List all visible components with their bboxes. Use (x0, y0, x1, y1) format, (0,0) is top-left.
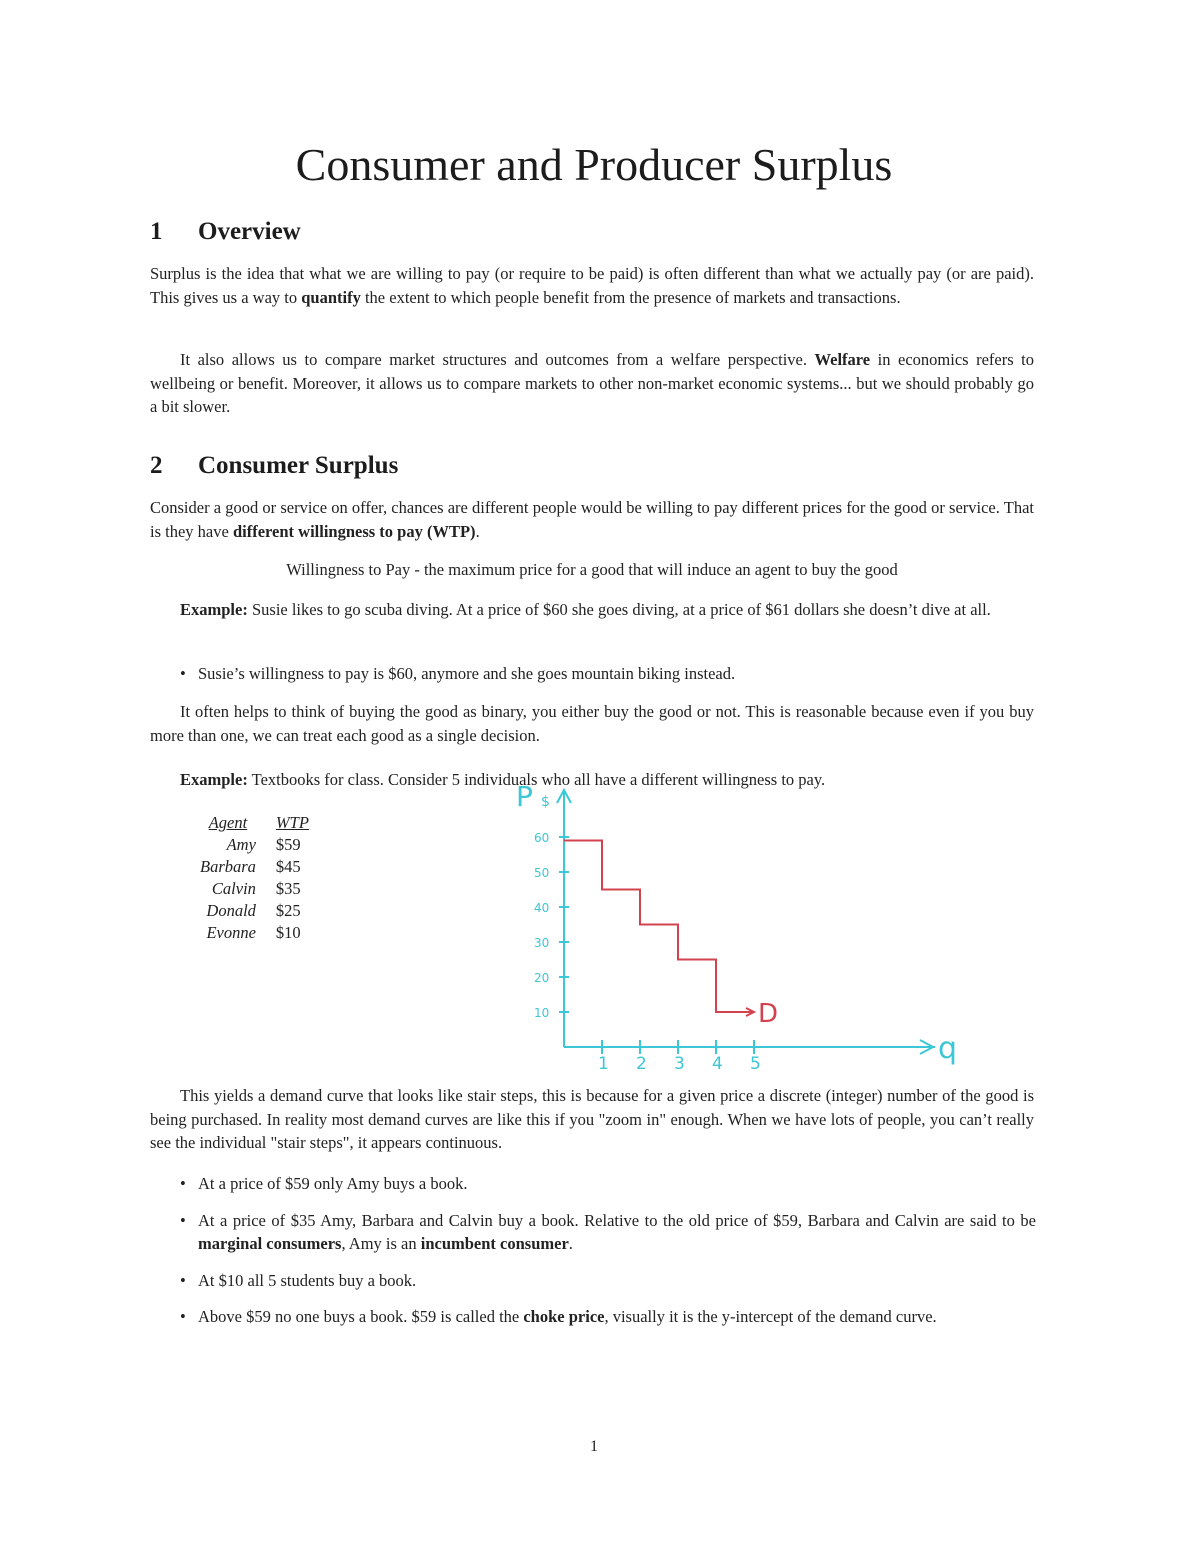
table-header-wtp: WTP (275, 813, 309, 832)
x-tick-label: 1 (598, 1054, 609, 1074)
x-tick-label: 2 (636, 1054, 647, 1074)
y-tick-label: 30 (534, 936, 550, 950)
y-tick-label: 60 (534, 831, 550, 845)
section-title: Overview (198, 218, 301, 245)
example-scuba: Example: Susie likes to go scuba diving. At a price of $60 she goes diving, at a price of $61 dollars she doesn’t dive at all. (180, 600, 991, 619)
y-tick-label: 10 (534, 1006, 550, 1020)
table-row: Amy $59 (226, 835, 301, 854)
list-item: • At $10 all 5 students buy a book. (180, 1269, 1036, 1293)
x-tick-label: 4 (712, 1054, 723, 1074)
demand-curve-label: D (758, 999, 779, 1029)
page-title: Consumer and Producer Surplus (295, 139, 893, 190)
example-textbooks: Example: Textbooks for class. Consider 5 individuals who all have a different willingness to pay. (180, 770, 826, 789)
table-header-agent: Agent (208, 813, 248, 832)
table-row: Donald $25 (206, 901, 301, 920)
list-item: • At a price of $35 Amy, Barbara and Calvin buy a book. Relative to the old price of $59, Barbara and Calvin are said to be marginal consumers, Amy is an incumbent consumer. (180, 1209, 1036, 1256)
demand-curve (564, 841, 754, 1013)
overview-paragraph-1: Surplus is the idea that what we are willing to pay (or require to be paid) is often different than what we actually pay (or are paid). This gives us a way to quantify the extent to which people benefit from the presence of markets and transactions. (150, 264, 1034, 307)
page-number: 1 (590, 1438, 598, 1455)
y-tick-label: 20 (534, 971, 550, 985)
y-tick-label: 50 (534, 866, 550, 880)
bullet-list-prices (180, 1172, 1036, 1342)
x-axis-label: q (938, 1031, 958, 1066)
y-axis-unit-label: $ (541, 794, 550, 810)
y-axis-label: P (516, 780, 533, 813)
section-title: Consumer Surplus (198, 452, 399, 479)
list-item: • At a price of $59 only Amy buys a book. (180, 1172, 1036, 1196)
table-row: Barbara $45 (200, 857, 301, 876)
wtp-definition: Willingness to Pay - the maximum price for a good that will induce an agent to buy the good (286, 560, 898, 579)
x-tick-label: 3 (674, 1054, 685, 1074)
y-tick-label: 40 (534, 901, 550, 915)
binary-paragraph: It often helps to think of buying the good as binary, you either buy the good or not. This is reasonable because even if you buy more than one, we can treat each good as a single decision. (150, 702, 1034, 745)
section-number: 2 (150, 452, 163, 479)
list-item: • Susie’s willingness to pay is $60, anymore and she goes mountain biking instead. (180, 662, 1036, 686)
table-row: Evonne $10 (206, 923, 301, 942)
stair-steps-paragraph: This yields a demand curve that looks like stair steps, this is because for a given price a discrete (integer) number of the good is being purchased. In reality most demand curves are like this if you "zoom in" enough. When we have lots of people, you can’t really see the individual "stair steps", it appears continuous. (150, 1086, 1034, 1152)
list-item: • Above $59 no one buys a book. $59 is called the choke price, visually it is the y-intercept of the demand curve. (180, 1305, 1036, 1329)
consumer-surplus-paragraph-1: Consider a good or service on offer, chances are different people would be willing to pay different prices for the good or service. That is they have different willingness to pay (WTP). (150, 498, 1034, 541)
section-number: 1 (150, 218, 163, 245)
table-row: Calvin $35 (211, 879, 301, 898)
x-tick-label: 5 (750, 1054, 761, 1074)
overview-paragraph-2: It also allows us to compare market structures and outcomes from a welfare perspective. Welfare in economics refers to wellbeing or benefit. Moreover, it allows us to compare markets to other non-market economic systems... but we should probably go a bit slower. (150, 350, 1035, 416)
